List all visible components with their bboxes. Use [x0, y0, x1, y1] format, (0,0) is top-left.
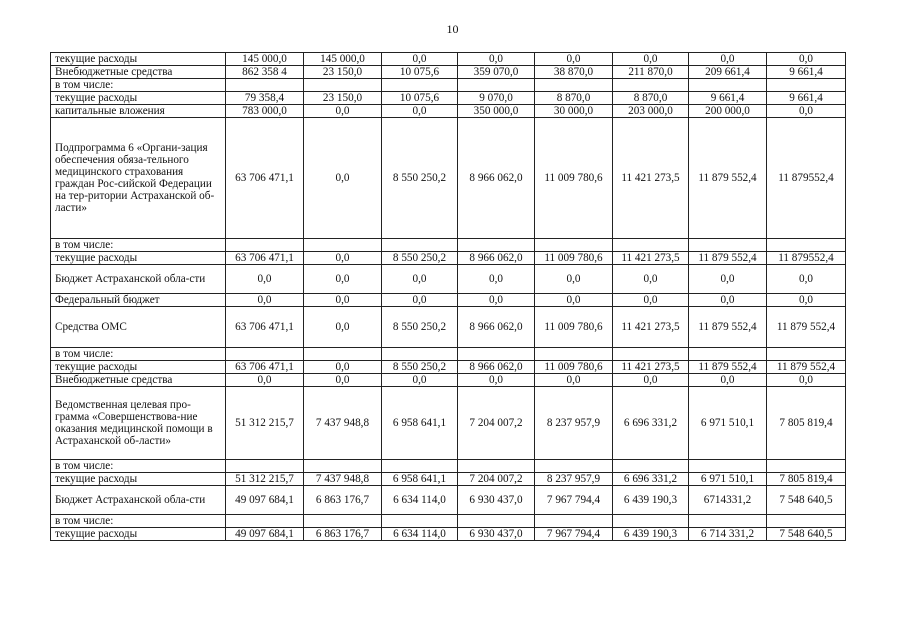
value-cell: 51 312 215,7 [226, 387, 304, 460]
table-row [51, 92, 846, 105]
value-cell: 0,0 [382, 294, 458, 307]
value-cell: 23 150,0 [304, 92, 382, 105]
value-cell: 49 097 684,1 [226, 528, 304, 541]
value-cell [226, 348, 304, 361]
value-cell: 0,0 [304, 374, 382, 387]
value-cell: 0,0 [458, 53, 535, 66]
value-cell: 0,0 [535, 53, 613, 66]
value-cell [535, 239, 613, 252]
table-row [51, 348, 846, 361]
value-cell: 6 634 114,0 [382, 486, 458, 515]
table-row [51, 239, 846, 252]
value-cell: 0,0 [767, 265, 846, 294]
value-cell: 0,0 [767, 294, 846, 307]
value-cell: 0,0 [535, 294, 613, 307]
value-cell: 209 661,4 [689, 66, 767, 79]
value-cell [535, 515, 613, 528]
value-cell: 7 967 794,4 [535, 486, 613, 515]
value-cell: 7 548 640,5 [767, 486, 846, 515]
value-cell [535, 348, 613, 361]
value-cell: 11 879 552,4 [767, 307, 846, 348]
value-cell: 6 863 176,7 [304, 528, 382, 541]
value-cell: 6 958 641,1 [382, 473, 458, 486]
page-number: 10 [446, 22, 459, 36]
value-cell: 0,0 [535, 265, 613, 294]
row-label: Федеральный бюджет [51, 294, 226, 307]
table-row [51, 307, 846, 348]
value-cell: 0,0 [304, 265, 382, 294]
value-cell [689, 79, 767, 92]
value-cell [767, 348, 846, 361]
row-label: текущие расходы [51, 473, 226, 486]
value-cell: 0,0 [382, 53, 458, 66]
value-cell: 11 009 780,6 [535, 307, 613, 348]
table-row [51, 361, 846, 374]
value-cell: 7 437 948,8 [304, 387, 382, 460]
value-cell [458, 460, 535, 473]
row-label: в том числе: [51, 515, 226, 528]
value-cell: 862 358 4 [226, 66, 304, 79]
value-cell: 11 879 552,4 [767, 361, 846, 374]
value-cell [613, 79, 689, 92]
value-cell: 0,0 [304, 361, 382, 374]
value-cell: 0,0 [382, 374, 458, 387]
table-row [51, 118, 846, 239]
value-cell: 6 439 190,3 [613, 486, 689, 515]
value-cell [382, 460, 458, 473]
value-cell [382, 79, 458, 92]
value-cell: 783 000,0 [226, 105, 304, 118]
row-label: Бюджет Астраханской обла-сти [51, 486, 226, 515]
value-cell [689, 239, 767, 252]
value-cell: 6 971 510,1 [689, 473, 767, 486]
value-cell: 8 966 062,0 [458, 361, 535, 374]
value-cell: 0,0 [304, 105, 382, 118]
value-cell: 8 550 250,2 [382, 118, 458, 239]
value-cell: 0,0 [226, 374, 304, 387]
value-cell: 0,0 [304, 118, 382, 239]
value-cell [767, 515, 846, 528]
value-cell [304, 348, 382, 361]
row-label: в том числе: [51, 348, 226, 361]
value-cell [613, 239, 689, 252]
table-row [51, 374, 846, 387]
value-cell [613, 460, 689, 473]
value-cell: 8 966 062,0 [458, 118, 535, 239]
table-row [51, 252, 846, 265]
value-cell: 6 971 510,1 [689, 387, 767, 460]
value-cell: 0,0 [689, 294, 767, 307]
value-cell: 8 966 062,0 [458, 252, 535, 265]
value-cell: 7 967 794,4 [535, 528, 613, 541]
value-cell: 0,0 [613, 53, 689, 66]
value-cell: 23 150,0 [304, 66, 382, 79]
row-label: текущие расходы [51, 252, 226, 265]
value-cell: 0,0 [613, 294, 689, 307]
value-cell: 9 661,4 [767, 92, 846, 105]
value-cell: 6 439 190,3 [613, 528, 689, 541]
value-cell: 0,0 [226, 294, 304, 307]
value-cell: 8 237 957,9 [535, 387, 613, 460]
table-row [51, 265, 846, 294]
row-label: Внебюджетные средства [51, 66, 226, 79]
value-cell: 11 879552,4 [767, 252, 846, 265]
table-row [51, 473, 846, 486]
row-label: Ведомственная целевая про-грамма «Совершенствова-ние оказания медицинской помощи в Астраханской об-ласти» [51, 387, 226, 460]
value-cell: 7 204 007,2 [458, 387, 535, 460]
value-cell [226, 79, 304, 92]
row-label: в том числе: [51, 239, 226, 252]
value-cell: 0,0 [689, 265, 767, 294]
value-cell: 8 550 250,2 [382, 307, 458, 348]
value-cell [535, 79, 613, 92]
value-cell: 359 070,0 [458, 66, 535, 79]
value-cell: 6 696 331,2 [613, 473, 689, 486]
value-cell [458, 515, 535, 528]
value-cell: 7 805 819,4 [767, 473, 846, 486]
value-cell: 51 312 215,7 [226, 473, 304, 486]
value-cell: 63 706 471,1 [226, 307, 304, 348]
value-cell: 11 879 552,4 [689, 118, 767, 239]
value-cell: 8 870,0 [535, 92, 613, 105]
value-cell: 203 000,0 [613, 105, 689, 118]
value-cell: 9 661,4 [767, 66, 846, 79]
value-cell: 6 930 437,0 [458, 486, 535, 515]
value-cell: 9 070,0 [458, 92, 535, 105]
value-cell: 11 421 273,5 [613, 252, 689, 265]
value-cell: 0,0 [458, 265, 535, 294]
value-cell: 0,0 [767, 53, 846, 66]
row-label: Средства ОМС [51, 307, 226, 348]
value-cell: 0,0 [689, 53, 767, 66]
value-cell: 0,0 [689, 374, 767, 387]
table-row [51, 66, 846, 79]
value-cell: 11 879 552,4 [689, 252, 767, 265]
value-cell [304, 239, 382, 252]
value-cell [382, 515, 458, 528]
value-cell: 9 661,4 [689, 92, 767, 105]
value-cell: 0,0 [304, 252, 382, 265]
value-cell: 11 421 273,5 [613, 307, 689, 348]
value-cell: 63 706 471,1 [226, 252, 304, 265]
value-cell [226, 239, 304, 252]
table-row [51, 79, 846, 92]
value-cell: 11 879 552,4 [689, 307, 767, 348]
value-cell: 0,0 [382, 265, 458, 294]
value-cell: 11 421 273,5 [613, 361, 689, 374]
value-cell [458, 79, 535, 92]
value-cell: 0,0 [613, 265, 689, 294]
value-cell [226, 515, 304, 528]
value-cell: 145 000,0 [304, 53, 382, 66]
value-cell: 6 863 176,7 [304, 486, 382, 515]
value-cell: 11 421 273,5 [613, 118, 689, 239]
value-cell [689, 460, 767, 473]
row-label: текущие расходы [51, 361, 226, 374]
value-cell: 10 075,6 [382, 66, 458, 79]
value-cell: 6 958 641,1 [382, 387, 458, 460]
value-cell [535, 460, 613, 473]
row-label: Внебюджетные средства [51, 374, 226, 387]
value-cell [613, 515, 689, 528]
value-cell: 7 548 640,5 [767, 528, 846, 541]
row-label: в том числе: [51, 460, 226, 473]
value-cell: 0,0 [458, 294, 535, 307]
value-cell: 145 000,0 [226, 53, 304, 66]
value-cell [226, 460, 304, 473]
row-label: текущие расходы [51, 528, 226, 541]
row-label: Бюджет Астраханской обла-сти [51, 265, 226, 294]
table-row [51, 53, 846, 66]
value-cell: 6 634 114,0 [382, 528, 458, 541]
value-cell [304, 79, 382, 92]
value-cell [382, 239, 458, 252]
table-row [51, 294, 846, 307]
value-cell [689, 348, 767, 361]
value-cell: 8 550 250,2 [382, 361, 458, 374]
value-cell: 63 706 471,1 [226, 361, 304, 374]
budget-table [50, 52, 846, 541]
value-cell [767, 239, 846, 252]
value-cell [689, 515, 767, 528]
table-row [51, 105, 846, 118]
value-cell [613, 348, 689, 361]
value-cell: 0,0 [535, 374, 613, 387]
value-cell: 0,0 [226, 265, 304, 294]
value-cell: 0,0 [767, 105, 846, 118]
value-cell: 0,0 [767, 374, 846, 387]
value-cell: 11 879552,4 [767, 118, 846, 239]
value-cell: 10 075,6 [382, 92, 458, 105]
table-row [51, 515, 846, 528]
value-cell [458, 239, 535, 252]
value-cell: 6 714 331,2 [689, 528, 767, 541]
value-cell: 8 237 957,9 [535, 473, 613, 486]
value-cell: 63 706 471,1 [226, 118, 304, 239]
value-cell [767, 460, 846, 473]
value-cell [304, 515, 382, 528]
value-cell [767, 79, 846, 92]
value-cell: 11 009 780,6 [535, 252, 613, 265]
value-cell: 7 204 007,2 [458, 473, 535, 486]
value-cell: 38 870,0 [535, 66, 613, 79]
value-cell: 0,0 [458, 374, 535, 387]
value-cell: 49 097 684,1 [226, 486, 304, 515]
table-row [51, 486, 846, 515]
value-cell: 79 358,4 [226, 92, 304, 105]
row-label: текущие расходы [51, 92, 226, 105]
value-cell: 11 879 552,4 [689, 361, 767, 374]
value-cell: 11 009 780,6 [535, 118, 613, 239]
value-cell: 211 870,0 [613, 66, 689, 79]
value-cell: 30 000,0 [535, 105, 613, 118]
value-cell: 11 009 780,6 [535, 361, 613, 374]
row-label: в том числе: [51, 79, 226, 92]
value-cell: 0,0 [382, 105, 458, 118]
value-cell: 8 966 062,0 [458, 307, 535, 348]
row-label: текущие расходы [51, 53, 226, 66]
value-cell: 200 000,0 [689, 105, 767, 118]
value-cell: 8 550 250,2 [382, 252, 458, 265]
value-cell: 7 437 948,8 [304, 473, 382, 486]
table-row [51, 387, 846, 460]
value-cell: 6 696 331,2 [613, 387, 689, 460]
value-cell [382, 348, 458, 361]
value-cell: 0,0 [304, 307, 382, 348]
row-label: Подпрограмма 6 «Органи-зация обеспечения обяза-тельного медицинского страхования граждан Рос-сийской Федерации на тер-ритории Астраханской об-ласти» [51, 118, 226, 239]
value-cell: 0,0 [304, 294, 382, 307]
table-row [51, 460, 846, 473]
value-cell: 6 930 437,0 [458, 528, 535, 541]
value-cell: 7 805 819,4 [767, 387, 846, 460]
value-cell: 350 000,0 [458, 105, 535, 118]
value-cell: 0,0 [613, 374, 689, 387]
value-cell: 8 870,0 [613, 92, 689, 105]
value-cell [304, 460, 382, 473]
value-cell: 6714331,2 [689, 486, 767, 515]
table-row [51, 528, 846, 541]
row-label: капитальные вложения [51, 105, 226, 118]
value-cell [458, 348, 535, 361]
